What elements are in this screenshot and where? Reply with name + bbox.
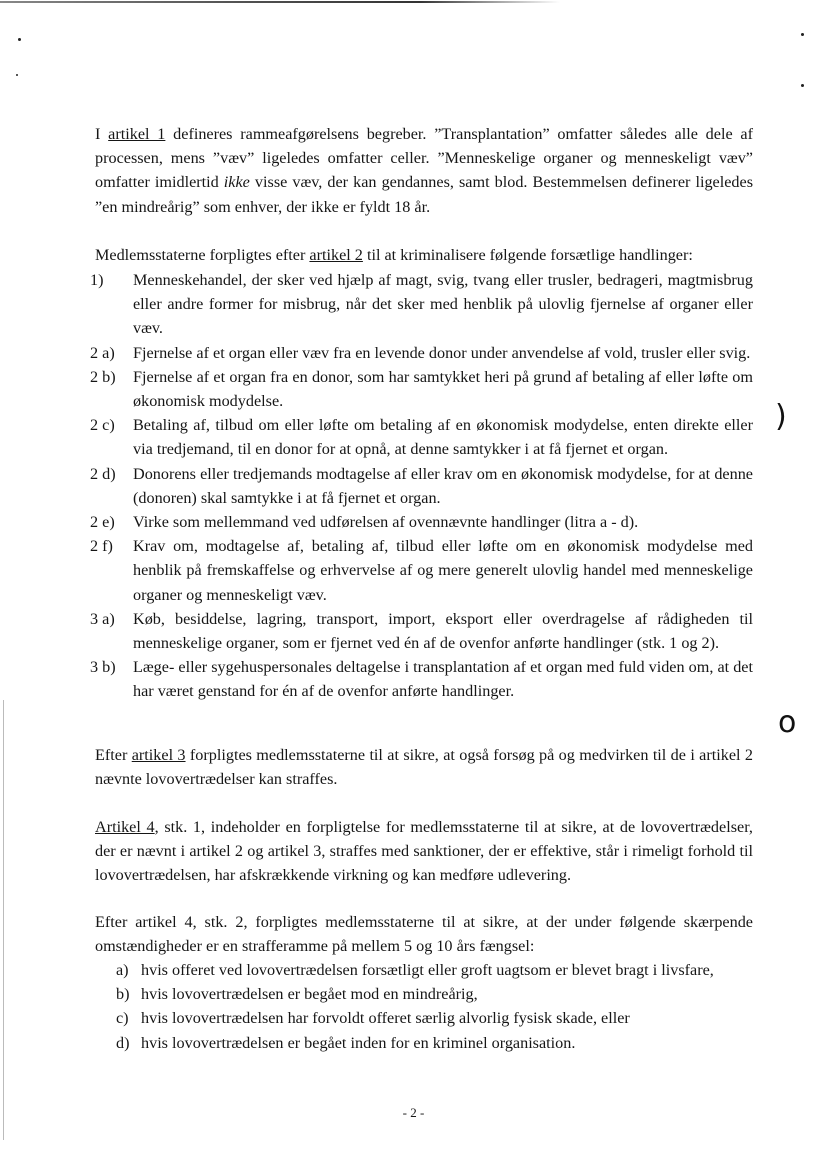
list-number: 2 d) bbox=[90, 464, 116, 483]
list-text: Læge- eller sygehuspersonales deltagelse i transplantation af et organ med fuld viden om, at det har været genstand for én af de ovenfor anførte handlinger. bbox=[133, 658, 753, 701]
list-number: 2 a) bbox=[90, 343, 115, 362]
article-2-reference: artikel 2 bbox=[309, 246, 363, 264]
page-number: - 2 - bbox=[402, 1105, 425, 1120]
para-text: til at kriminalisere følgende forsætlige handlinger: bbox=[362, 246, 693, 264]
list-number: a) bbox=[116, 961, 129, 979]
para-text: forpligtes medlemsstaterne til at sikre, at også forsøg på og medvirken til de i artikel 2 nævnte lovovertrædelser kan straffes. bbox=[95, 746, 753, 789]
list-item bbox=[90, 655, 753, 703]
list-item bbox=[90, 510, 753, 534]
list-item bbox=[90, 534, 753, 607]
list-text: Donorens eller tredjemands modtagelse af eller krav om en økonomisk modydelse, for at denne (donoren) skal samtykke i at få fjernet et organ. bbox=[133, 464, 753, 507]
list-item bbox=[116, 982, 753, 1006]
list-number: 3 a) bbox=[90, 609, 115, 628]
list-text: Betaling af, tilbud om eller løfte om betaling af en økonomisk modydelse, enten direkte eller via tredjemand, til en donor for at opnå, at denne samtykker i at få fjernet et organ. bbox=[133, 416, 753, 459]
paragraph-article-4-stk-2 bbox=[95, 910, 753, 958]
list-item bbox=[90, 341, 753, 365]
binder-hole-mark: ) bbox=[775, 399, 787, 434]
scan-speck bbox=[18, 38, 21, 41]
article-3-reference: artikel 3 bbox=[131, 746, 186, 764]
paragraph-article-1 bbox=[95, 122, 753, 219]
para-text: , stk. 1, indeholder en forpligtelse for medlemsstaterne til at sikre, at de lovovertrædelser, der er nævnt i artikel 2 og artikel 3, straffes med sanktioner, der er effektive, står i rimeligt forhold til lovovertrædelsen, har afskrækkende virkning og kan medføre udlevering. bbox=[95, 818, 753, 885]
list-item bbox=[116, 1006, 753, 1030]
paragraph-article-2 bbox=[95, 243, 753, 267]
list-text: Køb, besiddelse, lagring, transport, import, eksport eller overdragelse af rådigheden til menneskelige organer, som er fjernet ved én af de ovenfor anførte handlinger (stk. 1 og 2). bbox=[133, 609, 753, 653]
para-text: defineres rammeafgørelsens begreber. ”Transplantation” omfatter således alle dele af processen, mens ”væv” ligeledes omfatter celler. ”Menneskelige organer og menneskeligt væv” omfatter imidlertid bbox=[95, 125, 753, 192]
list-number: 1) bbox=[90, 271, 104, 289]
list-item bbox=[90, 607, 753, 655]
list-item bbox=[90, 365, 753, 413]
emphasis-text: ikke bbox=[223, 173, 250, 192]
aggravating-circumstances-list bbox=[116, 958, 753, 1055]
list-item bbox=[90, 462, 753, 510]
list-text: Fjernelse af et organ fra en donor, som har samtykket heri på grund af betaling af eller løfte om økonomisk modydelse. bbox=[133, 367, 753, 411]
list-number: 2 c) bbox=[90, 416, 115, 435]
binder-hole-mark: o bbox=[778, 705, 797, 740]
article-4-reference: Artikel 4 bbox=[95, 818, 155, 836]
para-text: I bbox=[95, 125, 109, 143]
para-text: visse væv, der kan gendannes, samt blod. Bestemmelsen definerer ligeledes ”en mindreårig” som enhver, der ikke er fyldt 18 år. bbox=[95, 173, 753, 216]
list-text: Virke som mellemmand ved udførelsen af ovennævnte handlinger (litra a - d). bbox=[133, 513, 639, 532]
list-text: Fjernelse af et organ eller væv fra en levende donor under anvendelse af vold, trusler eller svig. bbox=[133, 343, 751, 362]
list-number: 3 b) bbox=[90, 658, 116, 677]
para-text: Efter artikel 4, stk. 2, forpligtes medlemsstaterne til at sikre, at der under følgende skærpende omstændigheder er en strafferamme på mellem 5 og 10 års fængsel: bbox=[95, 913, 753, 956]
list-text: hvis offeret ved lovovertrædelsen forsætligt eller groft uagtsom er blevet bragt i livsfare, bbox=[141, 961, 714, 979]
list-number: 2 e) bbox=[90, 513, 115, 532]
list-number: d) bbox=[116, 1033, 130, 1052]
article-1-reference: artikel 1 bbox=[108, 125, 166, 143]
list-text: Menneskehandel, der sker ved hjælp af magt, svig, tvang eller trusler, bedrageri, magtmisbrug eller andre former for misbrug, når det sker med henblik på ulovlig fjernelse af organer eller væv. bbox=[133, 271, 753, 338]
scan-speck bbox=[801, 33, 804, 36]
scan-speck bbox=[801, 84, 804, 87]
para-text: Medlemsstaterne forpligtes efter bbox=[95, 246, 310, 264]
para-text: Efter bbox=[95, 746, 132, 764]
paragraph-article-3 bbox=[95, 743, 753, 791]
list-item bbox=[90, 268, 753, 341]
list-text: hvis lovovertrædelsen er begået mod en mindreårig, bbox=[141, 985, 478, 1004]
list-item bbox=[116, 1031, 753, 1055]
list-number: c) bbox=[116, 1009, 129, 1028]
list-item bbox=[116, 958, 753, 982]
scan-margin-line bbox=[3, 700, 4, 1140]
list-text: hvis lovovertrædelsen har forvoldt offeret særlig alvorlig fysisk skade, eller bbox=[141, 1009, 630, 1028]
list-number: b) bbox=[116, 985, 130, 1004]
offence-list bbox=[90, 268, 753, 704]
scan-edge-line bbox=[0, 1, 560, 3]
list-number: 2 f) bbox=[90, 537, 113, 556]
scan-speck bbox=[16, 74, 18, 76]
paragraph-article-4-stk-1 bbox=[95, 815, 753, 888]
list-number: 2 b) bbox=[90, 367, 116, 386]
list-text: Krav om, modtagelse af, betaling af, tilbud eller løfte om en økonomisk modydelse med henblik på fremskaffelse og erhvervelse af og mere generelt ulovlig handel med menneskelige organer og menneskeligt væv. bbox=[133, 537, 753, 604]
list-item bbox=[90, 413, 753, 461]
list-text: hvis lovovertrædelsen er begået inden for en kriminel organisation. bbox=[141, 1033, 576, 1052]
